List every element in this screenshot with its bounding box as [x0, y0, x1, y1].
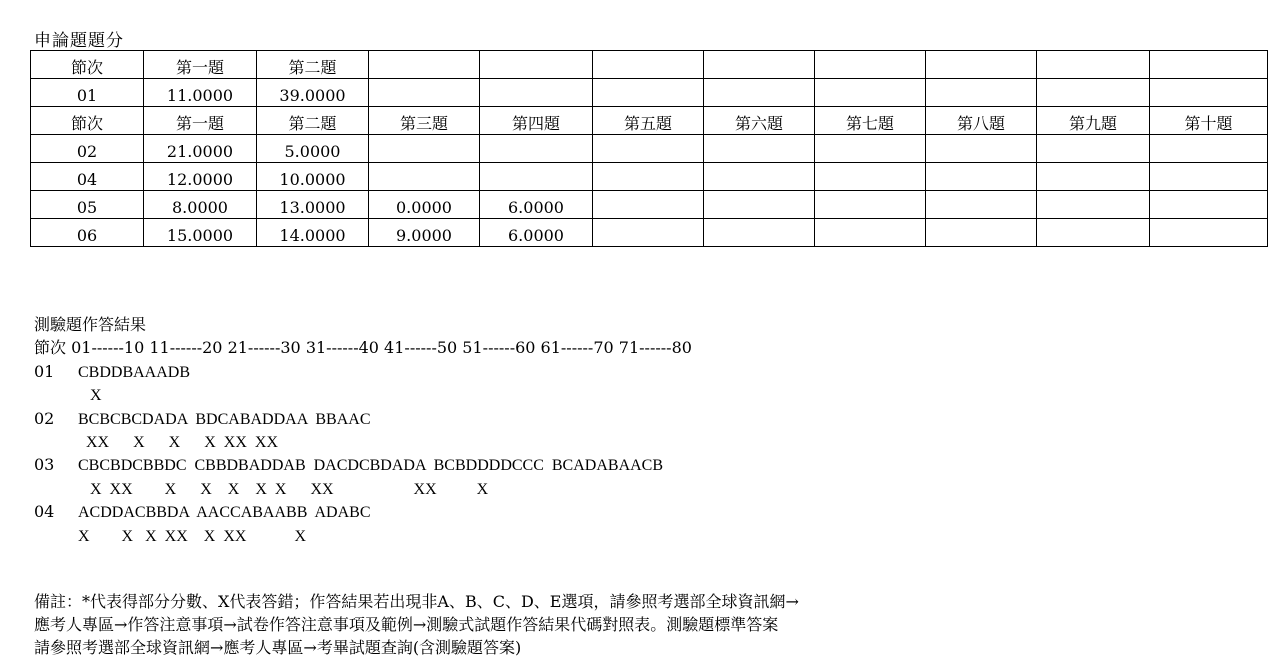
table-cell: 01	[31, 79, 144, 107]
table-cell	[704, 219, 815, 247]
quiz-session-answers: BCBCBCDADA BDCABADDAA BBAAC	[78, 410, 371, 428]
table-cell: 6.0000	[480, 219, 593, 247]
table-cell	[480, 163, 593, 191]
table-cell: 6.0000	[480, 191, 593, 219]
essay-scores-title: 申論題題分	[34, 31, 124, 51]
table-cell	[1037, 135, 1150, 163]
table-cell	[1037, 191, 1150, 219]
table-cell	[593, 191, 704, 219]
table-cell	[926, 51, 1037, 79]
table-cell	[1150, 219, 1268, 247]
essay-scores-table	[30, 50, 1268, 247]
footnote-line-3: 請參照考選部全球資訊網→應考人專區→考畢試題查詢(含測驗題答案)	[34, 638, 522, 657]
table-cell	[369, 79, 480, 107]
quiz-session-marks-row	[34, 383, 692, 406]
table-cell: 14.0000	[257, 219, 369, 247]
quiz-session-wrong-marks: XX X X X XX XX	[78, 433, 278, 451]
quiz-session-number: 02	[34, 408, 55, 428]
quiz-session-answers: CBCBDCBBDC CBBDBADDAB DACDCBDADA BCBDDDDCCC BCADABAACB	[78, 457, 664, 475]
table-cell: 第四題	[480, 107, 593, 135]
table-cell: 9.0000	[369, 219, 480, 247]
quiz-results-header: 節次 01------10 11------20 21------30 31------40 41------50 51------60 61------70 71------80	[34, 338, 692, 358]
table-cell	[704, 135, 815, 163]
table-cell: 第一題	[144, 107, 257, 135]
table-cell: 10.0000	[257, 163, 369, 191]
table-cell: 06	[31, 219, 144, 247]
table-cell	[1150, 135, 1268, 163]
quiz-session-wrong-marks: X XX X X X X X XX XX X	[78, 480, 489, 498]
quiz-session-row	[34, 453, 692, 476]
table-cell	[593, 219, 704, 247]
quiz-session-answers: CBDDBAAADB	[78, 363, 191, 381]
table-cell	[1037, 163, 1150, 191]
table-cell: 第八題	[926, 107, 1037, 135]
quiz-session-number: 03	[34, 455, 55, 475]
table-cell	[815, 79, 926, 107]
table-cell	[369, 163, 480, 191]
quiz-session-marks-row	[34, 477, 692, 500]
table-cell: 第七題	[815, 107, 926, 135]
table-cell	[1150, 79, 1268, 107]
table-cell: 8.0000	[144, 191, 257, 219]
table-cell	[815, 219, 926, 247]
table-cell: 21.0000	[144, 135, 257, 163]
table-cell: 04	[31, 163, 144, 191]
table-cell	[1037, 219, 1150, 247]
table-cell	[480, 135, 593, 163]
table-cell	[480, 51, 593, 79]
table-cell: 第一題	[144, 51, 257, 79]
quiz-session-marks-row	[34, 524, 692, 547]
table-cell	[1037, 79, 1150, 107]
table-row	[31, 191, 1268, 219]
table-cell: 39.0000	[257, 79, 369, 107]
table-cell	[704, 191, 815, 219]
table-cell	[926, 219, 1037, 247]
table-row	[31, 163, 1268, 191]
quiz-session-wrong-marks: X	[78, 387, 102, 405]
quiz-session-number: 01	[34, 361, 55, 381]
table-cell: 02	[31, 135, 144, 163]
table-cell: 第六題	[704, 107, 815, 135]
table-cell	[815, 191, 926, 219]
table-cell: 11.0000	[144, 79, 257, 107]
footnote-line-1: 備註：*代表得部分分數、X代表答錯；作答結果若出現非A、B、C、D、E選項，請參照考選部全球資訊網→	[34, 592, 799, 611]
footnote-line-2: 應考人專區→作答注意事項→試卷作答注意事項及範例→測驗式試題作答結果代碼對照表。測驗題標準答案	[34, 615, 779, 634]
table-row	[31, 51, 1268, 79]
table-cell	[593, 163, 704, 191]
table-cell: 15.0000	[144, 219, 257, 247]
table-cell	[1150, 191, 1268, 219]
table-cell	[593, 51, 704, 79]
table-cell	[926, 163, 1037, 191]
table-cell	[480, 79, 593, 107]
table-cell	[1150, 51, 1268, 79]
table-cell	[369, 51, 480, 79]
table-cell	[815, 163, 926, 191]
quiz-session-marks-row	[34, 430, 692, 453]
table-cell: 05	[31, 191, 144, 219]
quiz-session-wrong-marks: X X X XX X XX X	[78, 527, 306, 545]
quiz-session-answers: ACDDACBBDA AACCABAABB ADABC	[78, 504, 371, 522]
table-cell	[369, 135, 480, 163]
table-row	[31, 79, 1268, 107]
table-row	[31, 219, 1268, 247]
table-cell	[704, 163, 815, 191]
quiz-session-row	[34, 360, 692, 383]
quiz-results-title: 測驗題作答結果	[34, 315, 147, 334]
table-cell	[926, 191, 1037, 219]
table-cell	[704, 79, 815, 107]
quiz-results	[34, 313, 692, 547]
table-cell	[704, 51, 815, 79]
table-cell	[593, 135, 704, 163]
table-cell	[926, 135, 1037, 163]
quiz-session-number: 04	[34, 502, 55, 522]
quiz-session-row	[34, 500, 692, 523]
table-cell: 5.0000	[257, 135, 369, 163]
table-cell: 0.0000	[369, 191, 480, 219]
table-cell	[1037, 51, 1150, 79]
table-cell: 13.0000	[257, 191, 369, 219]
table-cell: 第二題	[257, 51, 369, 79]
table-cell: 12.0000	[144, 163, 257, 191]
table-cell: 節次	[31, 107, 144, 135]
table-cell	[593, 79, 704, 107]
table-cell: 節次	[31, 51, 144, 79]
footnotes	[34, 590, 799, 659]
table-cell	[815, 135, 926, 163]
table-row	[31, 107, 1268, 135]
table-cell: 第二題	[257, 107, 369, 135]
table-cell: 第三題	[369, 107, 480, 135]
quiz-session-row	[34, 407, 692, 430]
table-cell: 第五題	[593, 107, 704, 135]
table-cell: 第九題	[1037, 107, 1150, 135]
table-cell	[1150, 163, 1268, 191]
table-cell	[926, 79, 1037, 107]
table-cell: 第十題	[1150, 107, 1268, 135]
table-row	[31, 135, 1268, 163]
table-cell	[815, 51, 926, 79]
